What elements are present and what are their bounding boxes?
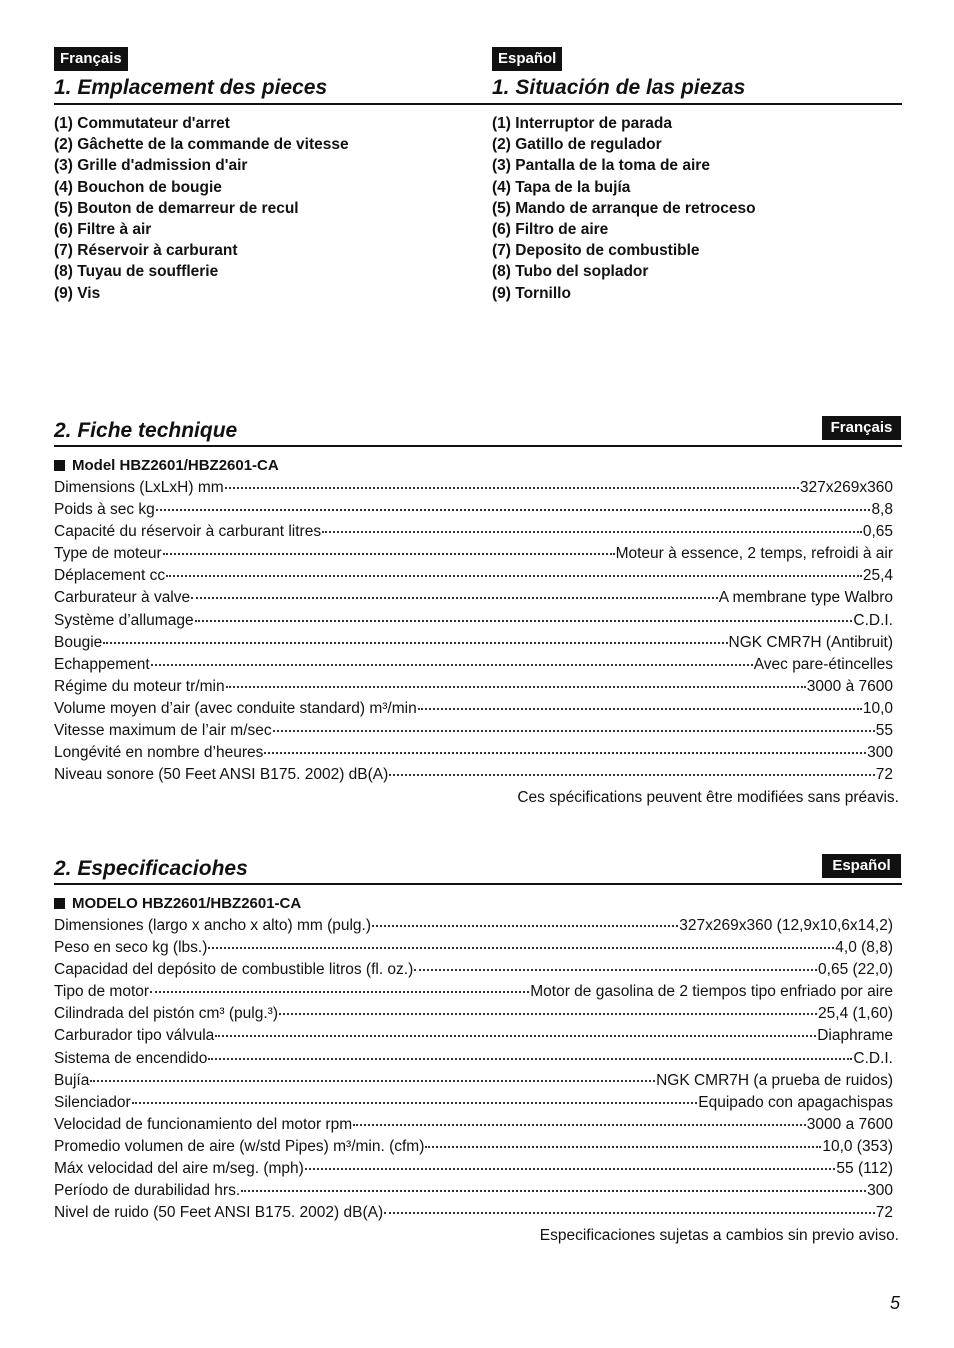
dot-leader: [353, 1122, 806, 1126]
dot-leader: [322, 529, 862, 533]
spec-row: [54, 632, 893, 654]
specs-table-es: [54, 915, 893, 1224]
spec-value: 8,8: [871, 501, 893, 519]
spec-label: Régime du moteur tr/min: [54, 677, 225, 695]
spec-row: [54, 742, 893, 764]
lang-tag-es: Español: [492, 47, 562, 71]
lang-tag-es-specs: Español: [822, 854, 901, 878]
spec-value: Moteur à essence, 2 temps, refroidi à air: [615, 545, 893, 563]
parts-list-item: (7) Deposito de combustible: [492, 242, 700, 260]
spec-label: Carburador tipo válvula: [54, 1027, 215, 1045]
lang-tag-fr: Français: [54, 47, 128, 71]
dot-leader: [305, 1166, 836, 1170]
spec-value: 0,65: [862, 523, 893, 541]
dot-leader: [384, 1210, 875, 1214]
parts-location-title-fr: 1. Emplacement des pieces: [54, 76, 328, 99]
spec-label: Volume moyen d’air (avec conduite standard) m³/min: [54, 699, 417, 717]
spec-label: Dimensions (LxLxH) mm: [54, 479, 224, 496]
spec-label: Promedio volumen de aire (w/std Pipes) m³/min. (cfm): [54, 1137, 425, 1155]
specs-fr-rule: [54, 445, 902, 447]
parts-list-item: (3) Pantalla de la toma de aire: [492, 157, 710, 175]
spec-value: 3000 a 7600: [806, 1115, 893, 1133]
spec-label: Sistema de encendido: [54, 1049, 208, 1067]
spec-label: Déplacement cc: [54, 567, 166, 585]
dot-leader: [132, 1100, 698, 1104]
spec-label: Niveau sonore (50 Feet ANSI B175. 2002) dB(A): [54, 766, 389, 784]
parts-list-item: (2) Gatillo de regulador: [492, 136, 662, 154]
dot-leader: [215, 1033, 816, 1037]
spec-value: 327x269x360 (12,9x10,6x14,2): [679, 917, 893, 934]
spec-value: 0,65 (22,0): [818, 961, 893, 979]
section-1-rule: [54, 103, 902, 105]
spec-row: [54, 1070, 893, 1092]
parts-list-item: (6) Filtro de aire: [492, 220, 609, 238]
parts-list-item: (8) Tubo del soplador: [492, 263, 649, 281]
parts-list-item: (9) Tornillo: [492, 284, 571, 302]
spec-row: [54, 521, 893, 543]
spec-value: Motor de gasolina de 2 tiempos tipo enfriado por aire: [530, 983, 893, 1001]
model-name-es: MODELO HBZ2601/HBZ2601-CA: [72, 895, 302, 912]
parts-list-item: (1) Interruptor de parada: [492, 115, 672, 132]
spec-label: Carburateur à valve: [54, 589, 191, 607]
spec-row: [54, 499, 893, 521]
spec-row: [54, 543, 893, 565]
dot-leader: [414, 967, 817, 971]
parts-list-item: (5) Mando de arranque de retroceso: [492, 199, 756, 217]
spec-row: [54, 1092, 893, 1114]
spec-row: [54, 654, 893, 676]
spec-row: [54, 981, 893, 1003]
spec-value: 300: [867, 1182, 893, 1200]
spec-row: [54, 1025, 893, 1047]
spec-value: 10,0 (353): [822, 1137, 893, 1155]
dot-leader: [150, 989, 529, 993]
dot-leader: [151, 662, 753, 666]
spec-label: Tipo de motor: [54, 983, 150, 1001]
spec-row: [54, 698, 893, 720]
parts-list-item: (1) Commutateur d'arret: [54, 115, 230, 132]
model-heading-es: [54, 894, 301, 914]
spec-row: [54, 1202, 893, 1224]
spec-value: 10,0: [862, 699, 893, 717]
spec-value: NGK CMR7H (Antibruit): [728, 633, 893, 651]
parts-list-item: (7) Réservoir à carburant: [54, 242, 238, 260]
spec-label: Cilindrada del pistón cm³ (pulg.³): [54, 1005, 278, 1023]
dot-leader: [163, 551, 615, 555]
spec-value: 55: [875, 722, 893, 740]
spec-label: Bujía: [54, 1071, 90, 1089]
spec-row: [54, 1158, 893, 1180]
spec-label: Poids à sec kg: [54, 501, 155, 519]
spec-value: C.D.I.: [853, 611, 893, 629]
specs-note-es: Especificaciones sujetas a cambios sin previo aviso.: [539, 1227, 899, 1244]
dot-leader: [279, 1011, 817, 1015]
parts-list-item: (5) Bouton de demarreur de recul: [54, 199, 299, 217]
square-bullet-icon: [54, 460, 65, 471]
spec-label: Capacidad del depósito de combustible litros (fl. oz.): [54, 961, 414, 979]
dot-leader: [191, 595, 718, 599]
spec-row: [54, 610, 893, 632]
spec-label: Silenciador: [54, 1093, 131, 1111]
spec-row: [54, 587, 893, 609]
spec-row: [54, 676, 893, 698]
spec-value: Avec pare-étincelles: [753, 655, 893, 673]
spec-value: 327x269x360: [799, 479, 893, 496]
dot-leader: [166, 573, 862, 577]
spec-label: Peso en seco kg (lbs.): [54, 939, 208, 957]
spec-row: [54, 1180, 893, 1202]
parts-list-item: (4) Bouchon de bougie: [54, 178, 222, 196]
specs-title-fr: 2. Fiche technique: [54, 419, 238, 442]
spec-value: 55 (112): [836, 1160, 893, 1178]
spec-row: [54, 720, 893, 742]
spec-row: [54, 1114, 893, 1136]
spec-label: Longévité en nombre d’heures: [54, 744, 264, 762]
spec-label: Velocidad de funcionamiento del motor rpm: [54, 1115, 353, 1133]
specs-title-es: 2. Especificaciohes: [54, 857, 248, 880]
parts-list-item: (8) Tuyau de soufflerie: [54, 263, 219, 281]
model-heading-fr: [54, 456, 279, 476]
spec-value: C.D.I.: [853, 1049, 893, 1067]
model-name-fr: Model HBZ2601/HBZ2601-CA: [72, 457, 279, 474]
spec-label: Nivel de ruido (50 Feet ANSI B175. 2002) dB(A): [54, 1204, 384, 1222]
spec-label: Período de durabilidad hrs.: [54, 1182, 241, 1200]
spec-label: Vitesse maximum de l’air m/sec: [54, 722, 272, 740]
page-number: 5: [889, 1293, 900, 1313]
parts-list-fr: [54, 113, 349, 304]
spec-label: Máx velocidad del aire m/seg. (mph): [54, 1160, 304, 1178]
spec-value: Diaphrame: [817, 1027, 893, 1045]
spec-label: Système d’allumage: [54, 611, 194, 629]
dot-leader: [103, 640, 727, 644]
square-bullet-icon: [54, 898, 65, 909]
spec-row: [54, 915, 893, 937]
dot-leader: [389, 772, 874, 776]
dot-leader: [225, 485, 799, 489]
specs-note-fr: Ces spécifications peuvent être modifiées sans préavis.: [517, 789, 899, 806]
dot-leader: [208, 1056, 852, 1060]
dot-leader: [418, 706, 862, 710]
parts-list-item: (2) Gâchette de la commande de vitesse: [54, 136, 349, 154]
spec-value: 25,4 (1,60): [818, 1005, 893, 1023]
spec-row: [54, 1136, 893, 1158]
parts-list-item: (9) Vis: [54, 284, 101, 302]
spec-label: Dimensiones (largo x ancho x alto) mm (pulg.): [54, 917, 372, 934]
parts-list-item: (6) Filtre à air: [54, 220, 152, 238]
spec-value: 72: [875, 1204, 893, 1222]
parts-list-es: [492, 113, 756, 304]
spec-value: 25,4: [862, 567, 893, 585]
dot-leader: [226, 684, 806, 688]
dot-leader: [208, 945, 834, 949]
spec-row: [54, 477, 893, 499]
spec-value: Equipado con apagachispas: [698, 1093, 893, 1111]
spec-value: A membrane type Walbro: [718, 589, 893, 607]
spec-value: 3000 à 7600: [806, 677, 893, 695]
spec-row: [54, 764, 893, 786]
spec-value: 4,0 (8,8): [835, 939, 893, 957]
parts-location-title-es: 1. Situación de las piezas: [492, 76, 746, 99]
spec-value: NGK CMR7H (a prueba de ruidos): [656, 1071, 893, 1089]
dot-leader: [241, 1188, 866, 1192]
spec-value: 72: [875, 766, 893, 784]
dot-leader: [156, 507, 871, 511]
parts-list-item: (3) Grille d'admission d'air: [54, 157, 248, 175]
spec-row: [54, 937, 893, 959]
dot-leader: [195, 618, 853, 622]
spec-value: 300: [867, 744, 893, 762]
spec-row: [54, 1003, 893, 1025]
spec-label: Type de moteur: [54, 545, 162, 563]
parts-list-item: (4) Tapa de la bujía: [492, 178, 631, 196]
dot-leader: [425, 1144, 821, 1148]
spec-row: [54, 1048, 893, 1070]
spec-row: [54, 565, 893, 587]
dot-leader: [273, 728, 875, 732]
spec-row: [54, 959, 893, 981]
spec-label: Capacité du réservoir à carburant litres: [54, 523, 322, 541]
specs-table-fr: [54, 477, 893, 786]
dot-leader: [372, 923, 678, 927]
dot-leader: [264, 750, 866, 754]
specs-es-rule: [54, 883, 902, 885]
spec-label: Echappement: [54, 655, 150, 673]
spec-label: Bougie: [54, 633, 103, 651]
lang-tag-fr-specs: Français: [822, 416, 901, 440]
dot-leader: [90, 1078, 655, 1082]
